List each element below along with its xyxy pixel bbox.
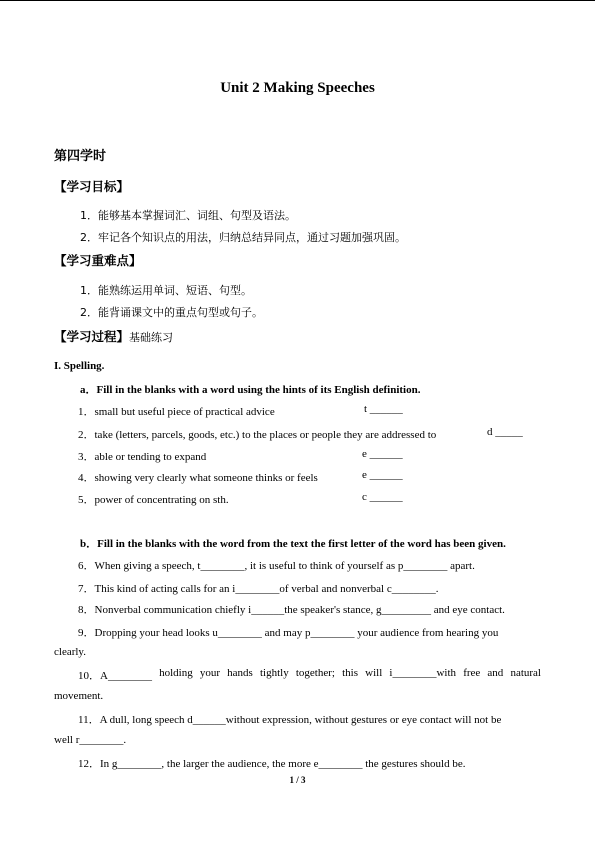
goal-item: 1．能够基本掌握词汇、词组、句型及语法。 bbox=[80, 209, 296, 222]
goal-item: 2．牢记各个知识点的用法，归纳总结异同点，通过习题加强巩固。 bbox=[80, 231, 406, 244]
question-10-word: together; bbox=[295, 667, 335, 679]
answer-blank-3: e ______ bbox=[362, 448, 403, 460]
answer-blank-1: t ______ bbox=[364, 403, 403, 415]
question-10-word: and bbox=[487, 667, 504, 679]
part-title: I. Spelling. bbox=[54, 360, 105, 372]
question-10-continued: movement. bbox=[54, 690, 104, 702]
question-10-word: i________with bbox=[389, 667, 457, 679]
question-8: 8．Nonverbal communication chiefly i______the speaker's stance, g_________ and eye contact. bbox=[78, 604, 505, 616]
keypoints-heading: 【学习重难点】 bbox=[54, 253, 142, 268]
question-9: 9．Dropping your head looks u________ and may p________ your audience from hearing you bbox=[78, 627, 499, 639]
keypoint-item: 1．能熟练运用单词、短语、句型。 bbox=[80, 284, 252, 297]
answer-blank-2: d _____ bbox=[487, 426, 523, 438]
question-11: 11．A dull, long speech d______without expression, without gestures or eye contact will not be bbox=[78, 714, 502, 726]
question-10 bbox=[78, 667, 541, 683]
question-7: 7．This kind of acting calls for an i________of verbal and nonverbal c________. bbox=[78, 583, 439, 595]
document-title: Unit 2 Making Speeches bbox=[220, 80, 375, 96]
question-9-continued: clearly. bbox=[54, 646, 86, 658]
question-10-word: hands bbox=[227, 667, 253, 679]
lesson-label: 第四学时 bbox=[54, 149, 107, 164]
question-2: 2．take (letters, parcels, goods, etc.) to the places or people they are addressed to bbox=[78, 429, 437, 441]
question-5: 5．power of concentrating on sth. bbox=[78, 494, 229, 506]
section-a-heading: a．Fill in the blanks with a word using the hints of its English definition. bbox=[80, 384, 421, 396]
question-6: 6．When giving a speech, t________, it is useful to think of yourself as p________ apart. bbox=[78, 560, 475, 572]
question-10-word: holding bbox=[159, 667, 193, 679]
question-10-word: your bbox=[199, 667, 221, 679]
goals-heading: 【学习目标】 bbox=[54, 179, 130, 194]
answer-blank-4: e ______ bbox=[362, 469, 403, 481]
question-10-word: will bbox=[365, 667, 383, 679]
header-rule bbox=[0, 0, 595, 1]
question-1: 1．small but useful piece of practical advice bbox=[78, 406, 275, 418]
question-10-word: this bbox=[342, 667, 359, 679]
answer-blank-5: c ______ bbox=[362, 491, 403, 503]
process-heading bbox=[54, 327, 173, 345]
question-10-word: free bbox=[463, 667, 481, 679]
process-subheading: 基础练习 bbox=[129, 331, 174, 344]
question-11-continued: well r________. bbox=[54, 734, 127, 746]
question-12: 12．In g________, the larger the audience, the more e________ the gestures should be. bbox=[78, 758, 466, 770]
question-10-word: 10．A________ bbox=[78, 670, 152, 682]
question-10-word: natural bbox=[510, 667, 541, 679]
process-heading-label: 【学习过程】 bbox=[54, 329, 130, 344]
question-3: 3．able or tending to expand bbox=[78, 451, 207, 463]
keypoint-item: 2．能背诵课文中的重点句型或句子。 bbox=[80, 306, 263, 319]
page-number: 1 / 3 bbox=[289, 775, 306, 785]
question-4: 4．showing very clearly what someone thinks or feels bbox=[78, 472, 318, 484]
section-b-heading: b．Fill in the blanks with the word from the text the first letter of the word has been given. bbox=[80, 538, 506, 550]
question-10-word: tightly bbox=[259, 667, 289, 679]
